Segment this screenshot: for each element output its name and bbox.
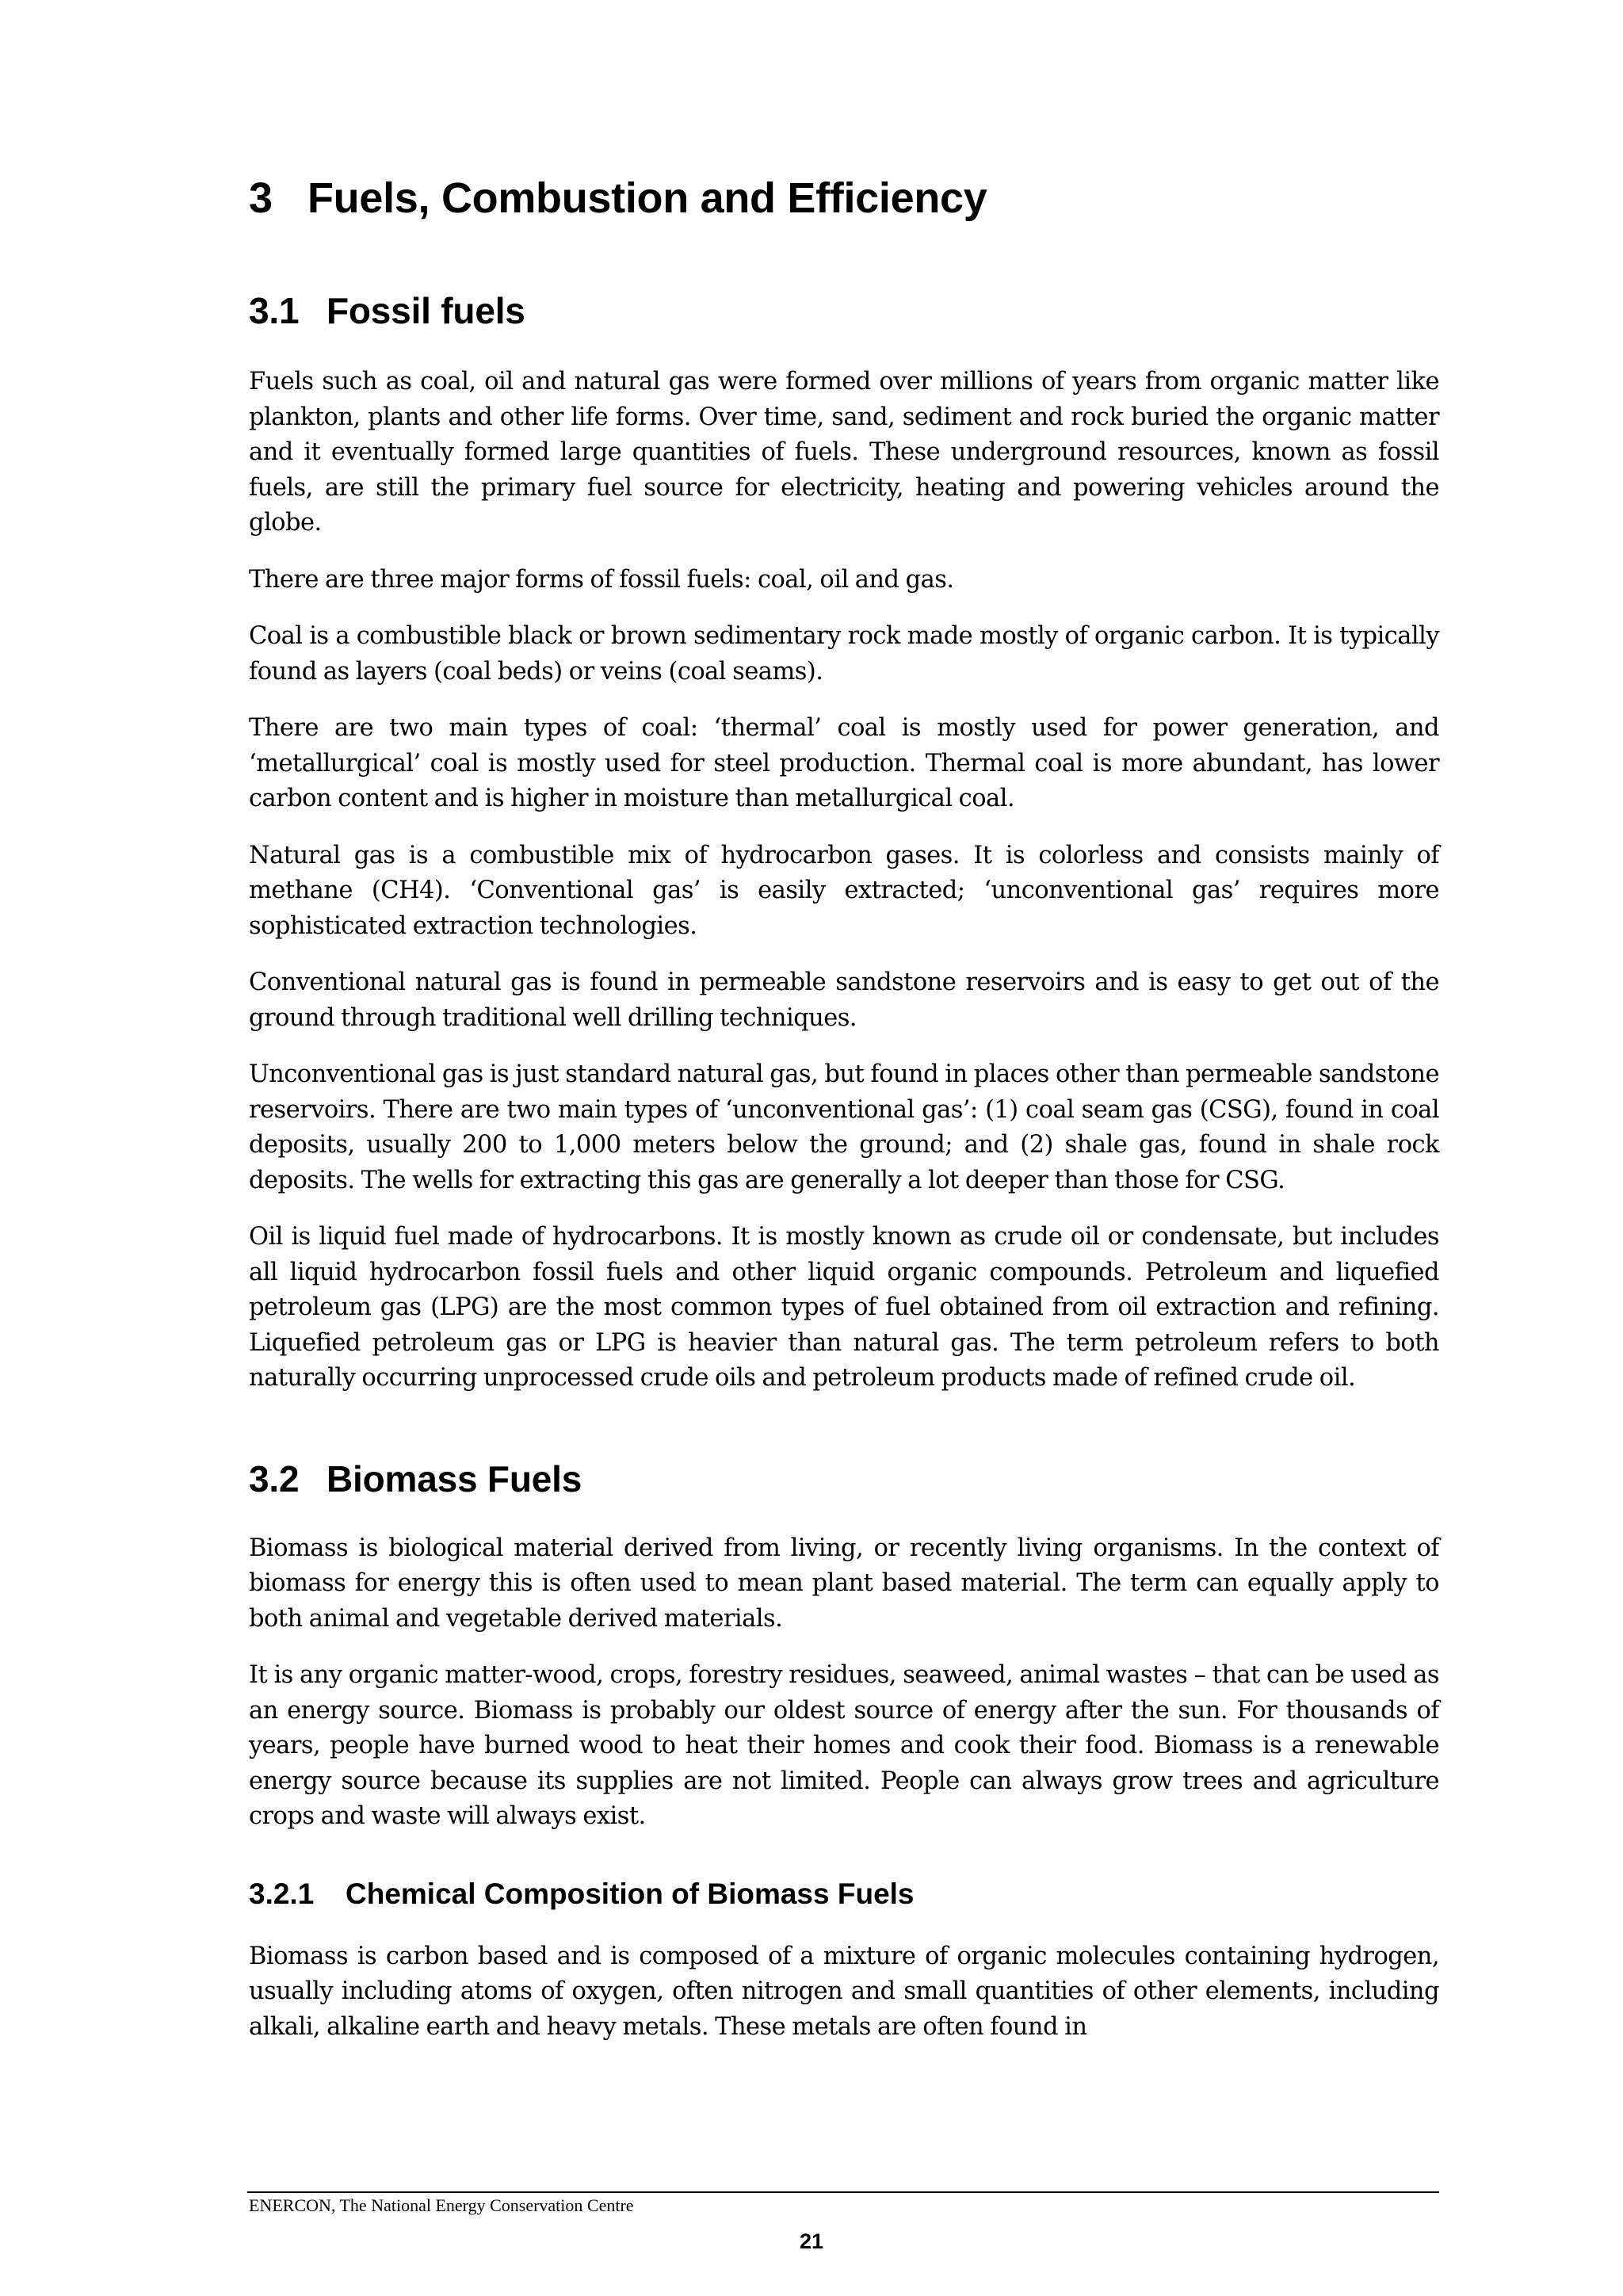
page-number: 21 xyxy=(799,2229,824,2253)
section-number: 3.1 xyxy=(249,290,300,331)
page-content xyxy=(249,166,1439,2066)
paragraph: There are three major forms of fossil fuels: coal, oil and gas. xyxy=(249,565,954,594)
subsection-number: 3.2.1 xyxy=(249,1877,315,1910)
subsection-heading-chemical-composition xyxy=(249,1874,1439,1914)
paragraph: Unconventional gas is just standard natural gas, but found in places other than permeable sandstone reservoirs. There are two main types of ‘unconventional gas’: (1) coal seam gas (CSG), found in coal deposits, usually 200 to 1,000 meters below the ground; and (2) shale gas, found in shale rock deposits. The wells for extracting this gas are generally a lot deeper than those for CSG. xyxy=(249,1060,1439,1194)
paragraph: Coal is a combustible black or brown sedimentary rock made mostly of organic carbon. It is typically found as layers (coal beds) or veins (coal seams). xyxy=(249,622,1439,686)
section-heading-fossil-fuels xyxy=(249,287,1439,334)
section-title: Fossil fuels xyxy=(327,290,525,331)
chapter-number: 3 xyxy=(249,174,273,222)
paragraph: Conventional natural gas is found in permeable sandstone reservoirs and is easy to get out of the ground through traditional well drilling techniques. xyxy=(249,968,1439,1032)
paragraph: Natural gas is a combustible mix of hydrocarbon gases. It is colorless and consists mainly of methane (CH4). ‘Conventional gas’ is easily extracted; ‘unconventional gas’ requires more sophisticated extraction technologies. xyxy=(249,841,1439,940)
subsection-title: Chemical Composition of Biomass Fuels xyxy=(346,1877,915,1910)
footer-divider xyxy=(247,2191,1439,2193)
paragraph: It is any organic matter-wood, crops, forestry residues, seaweed, animal wastes – that can be used as an energy source. Biomass is probably our oldest source of energy after the sun. For thousands of years, people have burned wood to heat their homes and cook their food. Biomass is a renewable energy source because its supplies are not limited. People can always grow trees and agriculture crops and waste will always exist. xyxy=(249,1661,1439,1830)
footer-organization: ENERCON, The National Energy Conservation Centre xyxy=(249,2195,634,2215)
paragraph: Biomass is carbon based and is composed of a mixture of organic molecules containing hydrogen, usually including atoms of oxygen, often nitrogen and small quantities of other elements, including alkali, alkaline earth and heavy metals. These metals are often found in xyxy=(249,1942,1439,2041)
paragraph: Oil is liquid fuel made of hydrocarbons. It is mostly known as crude oil or condensate, but includes all liquid hydrocarbon fossil fuels and other liquid organic compounds. Petroleum and liquefied petroleum gas (LPG) are the most common types of fuel obtained from oil extraction and refining. Liquefied petroleum gas or LPG is heavier than natural gas. The term petroleum refers to both naturally occurring unprocessed crude oils and petroleum products made of refined crude oil. xyxy=(249,1223,1439,1392)
paragraph: There are two main types of coal: ‘thermal’ coal is mostly used for power generation, and ‘metallurgical’ coal is mostly used for steel production. Thermal coal is more abundant, has lower carbon content and is higher in moisture than metallurgical coal. xyxy=(249,714,1439,812)
paragraph: Fuels such as coal, oil and natural gas were formed over millions of years from organic matter like plankton, plants and other life forms. Over time, sand, sediment and rock buried the organic matter and it eventually formed large quantities of fuels. These underground resources, known as fossil fuels, are still the primary fuel source for electricity, heating and powering vehicles around the globe. xyxy=(249,368,1439,537)
section-title: Biomass Fuels xyxy=(327,1457,582,1499)
paragraph: Biomass is biological material derived from living, or recently living organisms. In the context of biomass for energy this is often used to mean plant based material. The term can equally apply to both animal and vegetable derived materials. xyxy=(249,1534,1439,1633)
chapter-heading xyxy=(249,166,1439,230)
section-number: 3.2 xyxy=(249,1457,300,1499)
chapter-title: Fuels, Combustion and Efficiency xyxy=(307,174,987,222)
section-heading-biomass-fuels xyxy=(249,1455,1439,1503)
